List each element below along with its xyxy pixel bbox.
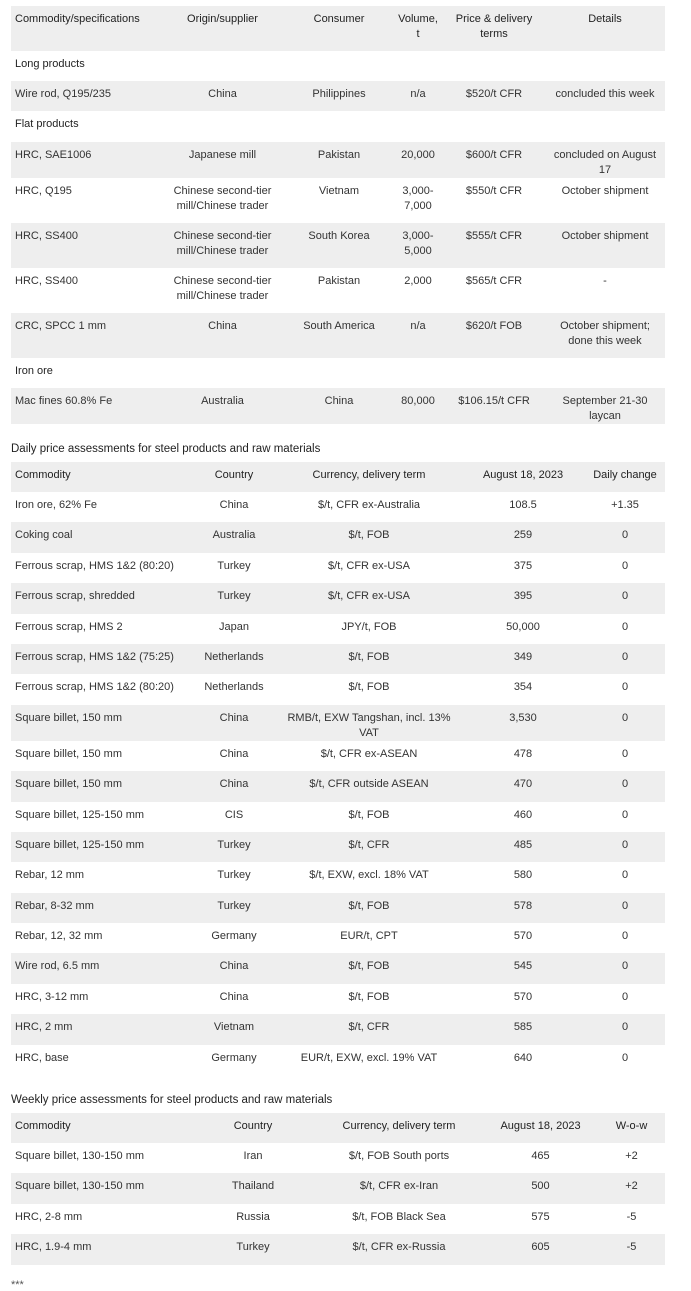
cell: $/t, FOB xyxy=(277,953,461,983)
cell: $/t, CFR ex-Iran xyxy=(315,1173,483,1203)
daily-title: Daily price assessments for steel products and raw materials xyxy=(11,443,321,455)
cell: 395 xyxy=(461,583,585,613)
table-row xyxy=(11,674,665,704)
cell: Turkey xyxy=(191,1234,315,1264)
cell: 3,530 xyxy=(461,705,585,741)
cell: +2 xyxy=(625,1150,638,1163)
cell: $/t, FOB xyxy=(277,644,461,674)
cell: - xyxy=(603,275,607,287)
cell: $/t, CFR xyxy=(277,832,461,862)
cell: $/t, CFR outside ASEAN xyxy=(277,771,461,801)
cell: 478 xyxy=(513,747,533,760)
cell: Turkey xyxy=(191,832,277,862)
cell: EUR/t, EXW, excl. 19% VAT xyxy=(300,1051,438,1064)
cell: October shipment xyxy=(545,223,665,268)
cell: Chinese second-tier mill/Chinese trader xyxy=(173,185,272,212)
cell: $/t, FOB xyxy=(277,893,461,923)
table-row xyxy=(11,388,665,424)
cell: HRC, 2-8 mm xyxy=(15,1210,83,1223)
cell: concluded on August 17 xyxy=(545,142,665,178)
cell: 460 xyxy=(513,808,533,821)
cell: 259 xyxy=(461,522,585,552)
cell: Ferrous scrap, HMS 2 xyxy=(15,620,123,633)
cell: $/t, FOB xyxy=(277,522,461,552)
table-row xyxy=(11,802,665,832)
cell: $/t, CFR ex-USA xyxy=(277,583,461,613)
table-row xyxy=(11,771,665,801)
weekly-title: Weekly price assessments for steel products and raw materials xyxy=(11,1094,333,1107)
cell: 0 xyxy=(585,705,665,741)
cell: concluded this week xyxy=(545,81,665,111)
cell: Square billet, 150 mm xyxy=(11,705,191,741)
cell: China xyxy=(191,705,277,741)
cell: Square billet, 125-150 mm xyxy=(15,808,145,821)
cell: Philippines xyxy=(285,81,393,111)
header-date: August 18, 2023 xyxy=(461,462,585,492)
cell: China xyxy=(191,953,277,983)
header-wow: W-o-w xyxy=(598,1113,665,1143)
cell: Russia xyxy=(236,1210,270,1223)
cell: Rebar, 12 mm xyxy=(15,869,85,882)
cell: Wire rod, 6.5 mm xyxy=(11,953,191,983)
cell: Vietnam xyxy=(191,1014,277,1044)
cell: Wire rod, Q195/235 xyxy=(11,81,160,111)
cell: Ferrous scrap, HMS 1&2 (75:25) xyxy=(11,644,191,674)
table-row xyxy=(11,644,665,674)
cell: South America xyxy=(285,313,393,358)
table-row xyxy=(11,1234,665,1264)
cell: HRC, Q195 xyxy=(15,185,72,197)
section-row xyxy=(11,358,665,388)
cell: Square billet, 125-150 mm xyxy=(11,832,191,862)
section-iron-ore: Iron ore xyxy=(11,358,665,388)
cell: n/a xyxy=(393,313,443,358)
cell: $600/t CFR xyxy=(443,142,545,178)
cell: 20,000 xyxy=(393,142,443,178)
table-row xyxy=(11,832,665,862)
cell: 0 xyxy=(621,808,629,821)
cell: $106.15/t CFR xyxy=(443,388,545,424)
cell: 0 xyxy=(585,953,665,983)
cell: 0 xyxy=(585,522,665,552)
cell: China xyxy=(285,388,393,424)
cell: Square billet, 130-150 mm xyxy=(15,1150,145,1163)
cell: 0 xyxy=(621,1051,629,1064)
cell: $/t, FOB xyxy=(348,681,390,694)
cell: Ferrous scrap, HMS 1&2 (80:20) xyxy=(15,681,174,694)
cell: 108.5 xyxy=(509,499,537,511)
table-row xyxy=(11,953,665,983)
table-row xyxy=(11,81,665,111)
cell: Iran xyxy=(243,1150,263,1163)
cell: Coking coal xyxy=(11,522,191,552)
header-price: Price & delivery terms xyxy=(443,6,545,51)
cell: Germany xyxy=(211,930,257,943)
table-row xyxy=(11,1045,665,1075)
header-details: Details xyxy=(545,6,665,51)
cell: 580 xyxy=(513,869,533,882)
header-currency: Currency, delivery term xyxy=(315,1113,483,1143)
table-row xyxy=(11,492,665,522)
table-row xyxy=(11,1143,665,1173)
cell: HRC, SS400 xyxy=(11,223,160,268)
table-row xyxy=(11,142,665,178)
cell: 354 xyxy=(513,681,533,694)
cell: Rebar, 8-32 mm xyxy=(11,893,191,923)
weekly-header-row xyxy=(11,1113,665,1143)
cell: 0 xyxy=(585,583,665,613)
table-row xyxy=(11,1173,665,1203)
cell: Turkey xyxy=(191,893,277,923)
cell: HRC, 2 mm xyxy=(11,1014,191,1044)
cell: $/t, FOB South ports xyxy=(348,1150,450,1163)
cell: China xyxy=(160,81,285,111)
cell: 0 xyxy=(585,644,665,674)
cell: $620/t FOB xyxy=(443,313,545,358)
header-volume: Volume, t xyxy=(393,6,443,51)
table-row xyxy=(11,893,665,923)
cell: Thailand xyxy=(191,1173,315,1203)
cell: EUR/t, CPT xyxy=(340,930,398,943)
cell: China xyxy=(191,771,277,801)
cell: 0 xyxy=(621,681,629,694)
cell: $/t, FOB xyxy=(348,990,390,1003)
cell: Iron ore, 62% Fe xyxy=(15,499,97,511)
table-row xyxy=(11,313,665,358)
cell: 470 xyxy=(461,771,585,801)
cell: Vietnam xyxy=(318,185,360,197)
header-country: Country xyxy=(191,1113,315,1143)
weekly-table xyxy=(11,1113,665,1265)
cell: 640 xyxy=(513,1051,533,1064)
header-commodity: Commodity xyxy=(11,462,191,492)
cell: 570 xyxy=(513,930,533,943)
cell: Ferrous scrap, HMS 1&2 (80:20) xyxy=(15,559,174,572)
cell: Japan xyxy=(219,620,249,633)
cell: 0 xyxy=(585,893,665,923)
table-row xyxy=(11,614,665,644)
cell: Rebar, 12, 32 mm xyxy=(15,930,103,943)
page xyxy=(0,6,691,1291)
header-consumer: Consumer xyxy=(285,6,393,51)
cell: 570 xyxy=(513,990,533,1003)
cell: 0 xyxy=(585,1014,665,1044)
section-row xyxy=(11,111,665,142)
cell: 80,000 xyxy=(393,388,443,424)
cell: +1.35 xyxy=(611,499,639,511)
daily-table xyxy=(11,462,665,1075)
cell: Netherlands xyxy=(191,644,277,674)
table-row xyxy=(11,178,665,223)
table-row xyxy=(11,1204,665,1234)
cell: 3,000-7,000 xyxy=(402,185,434,212)
cell: HRC, SAE1006 xyxy=(11,142,160,178)
cell: $/t, FOB xyxy=(348,808,390,821)
cell: China xyxy=(219,499,249,511)
cell: Pakistan xyxy=(285,142,393,178)
header-origin: Origin/supplier xyxy=(160,6,285,51)
cell: CIS xyxy=(224,808,244,821)
cell: $/t, EXW, excl. 18% VAT xyxy=(309,869,429,882)
table-row xyxy=(11,862,665,892)
daily-header-row xyxy=(11,462,665,492)
cell: 0 xyxy=(585,771,665,801)
cell: 485 xyxy=(461,832,585,862)
cell: 545 xyxy=(461,953,585,983)
cell: Japanese mill xyxy=(160,142,285,178)
table-row xyxy=(11,1014,665,1044)
table-row xyxy=(11,705,665,741)
cell: 349 xyxy=(461,644,585,674)
cell: 50,000 xyxy=(506,620,540,633)
table-row xyxy=(11,583,665,613)
cell: South Korea xyxy=(285,223,393,268)
cell: n/a xyxy=(393,81,443,111)
cell: Germany xyxy=(211,1051,257,1064)
cell: China xyxy=(160,313,285,358)
cell: 585 xyxy=(461,1014,585,1044)
cell: 0 xyxy=(621,990,629,1003)
cell: $520/t CFR xyxy=(443,81,545,111)
cell: Chinese second-tier mill/Chinese trader xyxy=(160,223,285,268)
cell: Square billet, 150 mm xyxy=(15,747,122,760)
cell: -5 xyxy=(598,1234,665,1264)
cell: 375 xyxy=(513,559,533,572)
section-row xyxy=(11,51,665,81)
cell: 0 xyxy=(621,930,629,943)
cell: $550/t CFR xyxy=(465,185,523,197)
cell: 0 xyxy=(621,620,629,633)
cell: October shipment xyxy=(561,185,649,197)
table-row xyxy=(11,984,665,1014)
cell: China xyxy=(219,990,249,1003)
separator-stars: *** xyxy=(11,1278,24,1291)
cell: 605 xyxy=(483,1234,598,1264)
cell: Mac fines 60.8% Fe xyxy=(11,388,160,424)
cell: $/t, CFR ex-ASEAN xyxy=(320,747,418,760)
cell: $/t, CFR ex-Australia xyxy=(317,499,421,511)
cell: HRC, 3-12 mm xyxy=(15,990,89,1003)
cell: $565/t CFR xyxy=(465,275,523,287)
cell: $/t, CFR ex-USA xyxy=(328,559,410,572)
header-commodity: Commodity/specifications xyxy=(11,6,160,51)
cell: CRC, SPCC 1 mm xyxy=(11,313,160,358)
table-row xyxy=(11,553,665,583)
cell: RMB/t, EXW Tangshan, incl. 13% VAT xyxy=(277,705,461,741)
cell: $/t, CFR ex-Russia xyxy=(315,1234,483,1264)
cell: Ferrous scrap, shredded xyxy=(11,583,191,613)
section-flat-products: Flat products xyxy=(11,111,665,142)
table-row xyxy=(11,923,665,953)
cell: 465 xyxy=(531,1150,550,1163)
cell: Square billet, 150 mm xyxy=(11,771,191,801)
cell: Chinese second-tier mill/Chinese trader xyxy=(173,275,272,302)
cell: 0 xyxy=(621,559,629,572)
header-currency: Currency, delivery term xyxy=(277,462,461,492)
section-long-products: Long products xyxy=(11,51,665,81)
cell: Turkey xyxy=(191,583,277,613)
cell: 575 xyxy=(531,1210,550,1223)
trades-header-row xyxy=(11,6,665,51)
table-row xyxy=(11,741,665,771)
cell: 3,000-5,000 xyxy=(393,223,443,268)
table-row xyxy=(11,223,665,268)
cell: 0 xyxy=(621,747,629,760)
cell: -5 xyxy=(626,1210,637,1223)
header-commodity: Commodity xyxy=(11,1113,191,1143)
cell: $/t, CFR xyxy=(277,1014,461,1044)
cell: HRC, SS400 xyxy=(15,275,78,287)
cell: 2,000 xyxy=(404,275,432,287)
cell: 578 xyxy=(461,893,585,923)
cell: Netherlands xyxy=(204,681,264,694)
cell: HRC, 1.9-4 mm xyxy=(11,1234,191,1264)
cell: +2 xyxy=(598,1173,665,1203)
cell: $/t, FOB Black Sea xyxy=(352,1210,446,1223)
cell: Turkey xyxy=(217,869,251,882)
cell: HRC, base xyxy=(15,1051,69,1064)
table-row xyxy=(11,522,665,552)
cell: Square billet, 130-150 mm xyxy=(11,1173,191,1203)
header-daily-change: Daily change xyxy=(585,462,665,492)
table-row xyxy=(11,268,665,313)
cell: 0 xyxy=(621,869,629,882)
header-country: Country xyxy=(191,462,277,492)
cell: Australia xyxy=(160,388,285,424)
cell: Turkey xyxy=(217,559,251,572)
cell: October shipment; done this week xyxy=(545,313,665,358)
header-date: August 18, 2023 xyxy=(483,1113,598,1143)
cell: 0 xyxy=(585,832,665,862)
cell: Pakistan xyxy=(317,275,361,287)
cell: September 21-30 laycan xyxy=(545,388,665,424)
cell: China xyxy=(219,747,249,760)
trades-table xyxy=(11,6,665,424)
cell: JPY/t, FOB xyxy=(341,620,397,633)
cell: $555/t CFR xyxy=(443,223,545,268)
cell: Australia xyxy=(191,522,277,552)
cell: 500 xyxy=(483,1173,598,1203)
